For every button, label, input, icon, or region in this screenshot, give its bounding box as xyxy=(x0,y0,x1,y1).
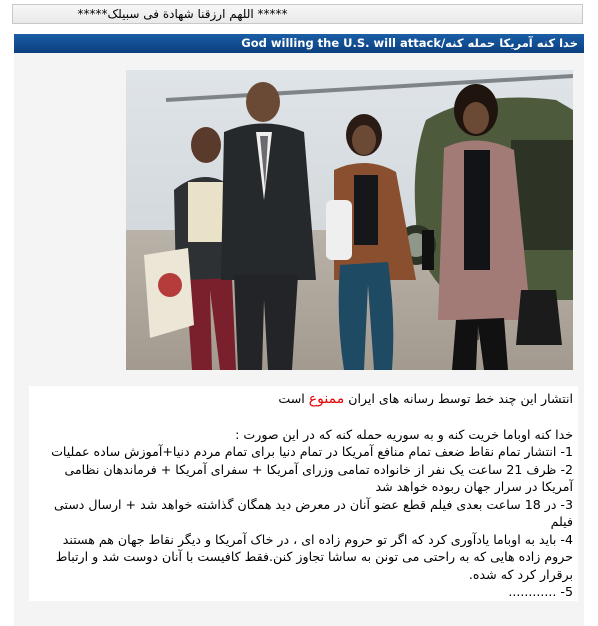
post-content xyxy=(29,386,578,601)
intro-suffix: است xyxy=(278,391,309,406)
intro-prefix: انتشار این چند خط توسط رسانه های ایران xyxy=(344,391,573,406)
signature-text: ***** اللهم ارزقنا شهادة فی سبیلک***** xyxy=(77,7,288,21)
post-body xyxy=(14,53,584,626)
post-photo xyxy=(126,70,573,370)
banned-word: ممنوع xyxy=(308,391,345,407)
intro-line xyxy=(34,390,573,409)
signature-bar xyxy=(12,4,583,24)
content-line: خدا کنه اوباما خریت کنه و به سوریه حمله کنه که در این صورت : xyxy=(235,426,573,442)
content-line: 2- ظرف 21 ساعت یک نفر از خانواده تمامی وزرای آمریکا + سفرای آمریکا + فرماندهان نظامی آمریکا در سرار جهان ربوده خواهد شد xyxy=(64,461,573,494)
content-line: 4- باید به اوباما یادآوری کرد که اگر تو حروم زاده ای ، در خاک آمریکا و دیگر نقاط جهان هم هستند حروم زاده هایی که به راحتی می تونن به ساشا تجاوز کنن.فقط کافیست با آنان دوست شد و ارتباط برقرار کرد که شده. xyxy=(55,531,573,582)
post-title: خدا کنه آمریکا حمله کنه/God willing the U.S. will attack xyxy=(241,36,578,50)
content-line: 5- ............ xyxy=(508,584,573,599)
family-walking-photo xyxy=(126,70,573,370)
content-line: 3- در 18 ساعت بعدی فیلم قطع عضو آنان در معرض دید همگان گذاشته خواهد شد + ارسال دستی فیلم xyxy=(53,496,573,529)
post-title-bar xyxy=(14,34,584,53)
content-line: 1- انتشار تمام نقاط ضعف تمام منافع آمریکا در تمام دنیا برای تمام مردم دنیا+آموزش ساده عملیات xyxy=(51,444,573,459)
